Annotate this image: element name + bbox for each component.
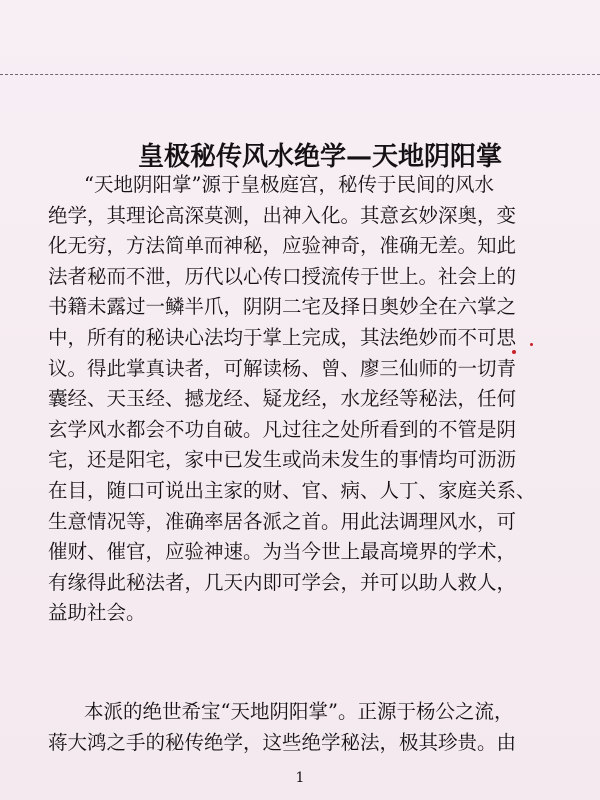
text-line: “天地阴阳掌”源于皇极庭宫，秘传于民间的风水: [84, 173, 494, 196]
text-line: 囊经、天玉经、撼龙经、疑龙经，水龙经等秘法，任何: [48, 387, 517, 411]
text-line: 生意情况等，准确率居各派之首。用此法调理风水，可: [48, 509, 517, 533]
text-line: 中，所有的秘诀心法均于掌上完成，其法绝妙而不可思: [48, 325, 517, 349]
red-ink-mark: [512, 350, 516, 354]
text-line: 宅，还是阳宅，家中已发生或尚未发生的事情均可沥沥: [48, 448, 517, 472]
paragraph-1: [48, 170, 536, 629]
text-line: 化无穷，方法简单而神秘，应验神奇，准确无差。知此: [48, 234, 517, 258]
top-divider: [0, 74, 600, 75]
text-line: 绝学，其理论高深莫测，出神入化。其意玄妙深奥，变: [48, 203, 517, 227]
text-line: 法者秘而不泄，历代以心传口授流传于世上。社会上的: [48, 264, 517, 288]
text-line: 催财、催官，应验神速。为当今世上最高境界的学术，: [48, 540, 517, 564]
paragraph-2: [48, 697, 516, 758]
text-line: 益助社会。: [48, 601, 146, 625]
text-line: 议。得此掌真诀者，可解读杨、曾、廖三仙师的一切青: [48, 356, 517, 380]
document-title: 皇极秘传风水绝学—天地阴阳掌: [137, 142, 502, 172]
text-line: 玄学风水都会不功自破。凡过往之处所看到的不管是阴: [48, 417, 517, 441]
red-ink-mark: [530, 343, 533, 346]
text-line: 有缘得此秘法者，几天内即可学会，并可以助人救人，: [48, 570, 517, 594]
text-line: 书籍未露过一鳞半爪，阴阴二宅及择日奥妙全在六掌之: [48, 295, 517, 319]
text-line: 蒋大鸿之手的秘传绝学，这些绝学秘法，极其珍贵。由: [48, 730, 517, 754]
page-number: 1: [295, 770, 305, 786]
text-line: 在目，随口可说出主家的财、官、病、人丁、家庭关系、: [48, 478, 536, 502]
text-line: 本派的绝世希宝“天地阴阳掌”。正源于杨公之流，: [84, 700, 514, 723]
